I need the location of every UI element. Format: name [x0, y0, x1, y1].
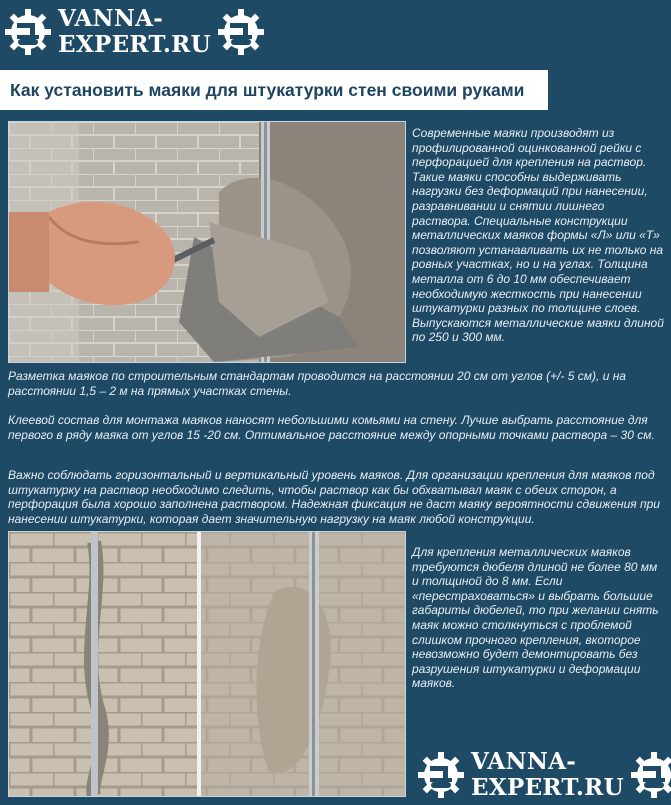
photo-trowel-plaster	[8, 121, 406, 363]
site-logo[interactable]	[4, 4, 265, 60]
photo-beacons-on-wall	[8, 531, 406, 797]
paragraph-side-2: Для крепления металлических маяков требуются дюбеля длиной не более 80 мм и толщиной до 8 мм. Если «перестраховаться» и выбрать большие габариты дюбелей, то при желании снять маяк можно столкнуться с проблемой слишком прочного крепления, вкоторое невозможно будет демонтировать без разрушения штукатурки и деформации маяков.	[412, 545, 659, 691]
gear-faucet-icon	[4, 8, 52, 56]
site-logo-bottom[interactable]	[417, 747, 671, 803]
logo-text	[52, 6, 217, 58]
paragraph-1: Разметка маяков по строительным стандартам проводится на расстоянии 20 см от углов (+/- 5 см), и на расстоянии 1,5 – 2 м на прямых участках стены.	[8, 369, 626, 398]
logo-text	[465, 749, 630, 801]
logo-line-1: VANNA-	[58, 5, 164, 32]
paragraph-2: Клеевой состав для монтажа маяков наносят небольшими комьями на стену. Лучше выбрать расстояние для первого в ряду маяка от углов 15 -20 см. Оптимальное расстояние между опорными точками раствора – 30 см.	[8, 413, 655, 442]
paragraph-side-1: Современные маяки производят из профилированной оцинкованной рейки с перфорацией для крепления на раствор. Такие маяки способны выдерживать нагрузки без деформаций при нанесении, разравнивании и снятии лишнего раствора. Специальные конструкции металлических маяков формы «Л» или «Т» позволяют устанавливать их не только на ровных участках, но и на углах. Толщина металла от 6 до 10 мм обеспечивает необходимую жесткость при нанесении штукатурки разных по толщине слоев. Выпускаются металлические маяки длиной по 250 и 300 мм.	[412, 126, 664, 345]
logo-line-2: EXPERT.RU	[471, 774, 624, 801]
title-bar	[0, 70, 548, 110]
gear-faucet-icon	[217, 8, 265, 56]
logo-line-2: EXPERT.RU	[58, 31, 211, 58]
page-title: Как установить маяки для штукатурки стен своими руками	[10, 79, 525, 100]
gear-faucet-icon	[417, 751, 465, 799]
paragraph-3: Важно соблюдать горизонтальный и вертикальный уровень маяков. Для организации крепления для маяков под штукатурку на раствор необходимо следить, чтобы раствор как бы обхватывал маяк с обеих сторон, а перфорация была хорошо заполнена раствором. Надежная фиксация не даст маяку вероятности сдвижения при нанесении штукатурки, которая дает значительную нагрузку на маяк любой конструкции.	[8, 468, 660, 526]
logo-line-1: VANNA-	[471, 748, 577, 775]
gear-faucet-icon	[630, 751, 671, 799]
